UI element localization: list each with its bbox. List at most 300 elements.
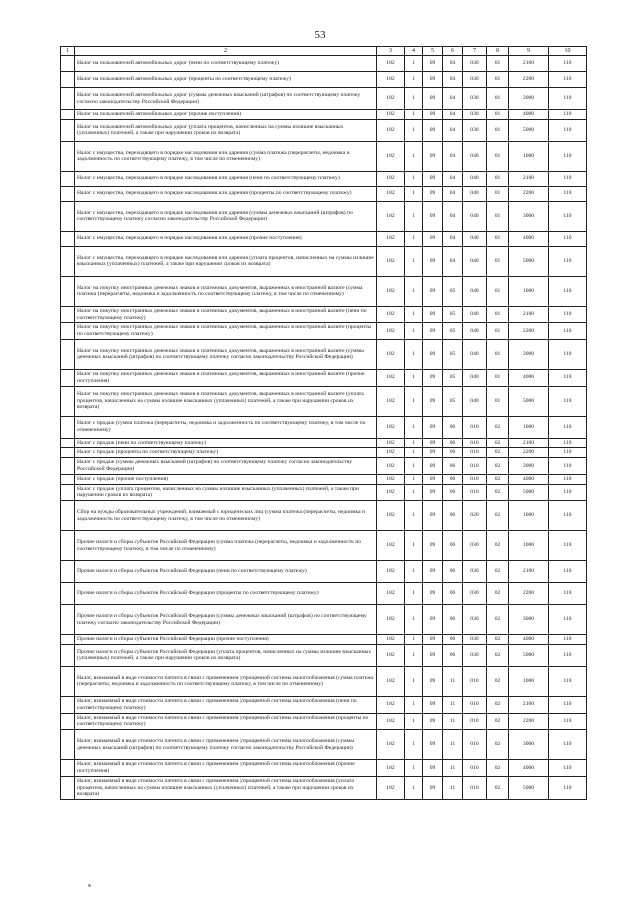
group-code-cell: 1 (405, 56, 423, 72)
program-code-cell: 5000 (509, 119, 549, 141)
article-code-cell: 11 (443, 713, 463, 730)
revenue-name-cell: Налог с продаж (суммы денежных взысканий (штрафов) по соответствующему платежу согласно законодательству Российской Федерации) (75, 458, 377, 475)
row-index-cell (61, 141, 75, 171)
revenue-name-cell: Налог, взимаемый в виде стоимости патента в связи с применением упрощенной системы налогообложения (сумма платежа (перерасчеты, недоимка и задолженность по соответствующему платежу, в том числе по отмененному) (75, 666, 377, 696)
element-code-cell: 01 (487, 231, 509, 246)
admin-code-cell: 182 (377, 696, 405, 713)
article-code-cell: 04 (443, 186, 463, 201)
classifier-code-cell: 110 (549, 246, 587, 276)
subgroup-code-cell: 09 (423, 339, 443, 369)
group-code-cell: 1 (405, 416, 423, 438)
row-index-cell (61, 666, 75, 696)
column-number: 8 (487, 47, 509, 56)
classifier-code-cell: 110 (549, 323, 587, 340)
revenue-name-cell: Прочие налоги и сборы субъектов Российской Федерации (прочие поступления) (75, 635, 377, 645)
article-code-cell: 04 (443, 72, 463, 88)
scan-dot (88, 884, 91, 887)
admin-code-cell: 182 (377, 339, 405, 369)
row-index-cell (61, 72, 75, 88)
row-index-cell (61, 119, 75, 141)
table-header-row (61, 47, 587, 56)
subarticle-code-cell: 030 (463, 72, 487, 88)
row-index-cell (61, 458, 75, 475)
group-code-cell: 1 (405, 531, 423, 561)
classifier-code-cell: 110 (549, 474, 587, 484)
classifier-code-cell: 110 (549, 88, 587, 110)
group-code-cell: 1 (405, 88, 423, 110)
program-code-cell: 4000 (509, 231, 549, 246)
admin-code-cell: 182 (377, 583, 405, 605)
admin-code-cell: 182 (377, 416, 405, 438)
classifier-code-cell: 110 (549, 484, 587, 501)
element-code-cell: 01 (487, 171, 509, 186)
element-code-cell: 01 (487, 72, 509, 88)
classifier-code-cell: 110 (549, 141, 587, 171)
table-row (61, 72, 587, 88)
program-code-cell: 4000 (509, 110, 549, 120)
classifier-code-cell: 110 (549, 696, 587, 713)
element-code-cell: 02 (487, 448, 509, 458)
group-code-cell: 1 (405, 201, 423, 231)
classifier-code-cell: 110 (549, 186, 587, 201)
subarticle-code-cell: 030 (463, 110, 487, 120)
article-code-cell: 06 (443, 474, 463, 484)
subarticle-code-cell: 010 (463, 416, 487, 438)
element-code-cell: 01 (487, 323, 509, 340)
subarticle-code-cell: 030 (463, 561, 487, 583)
admin-code-cell: 182 (377, 635, 405, 645)
admin-code-cell: 182 (377, 501, 405, 531)
table-row (61, 635, 587, 645)
element-code-cell: 02 (487, 696, 509, 713)
table-row (61, 416, 587, 438)
column-number: 7 (463, 47, 487, 56)
group-code-cell: 1 (405, 141, 423, 171)
element-code-cell: 01 (487, 276, 509, 306)
group-code-cell: 1 (405, 231, 423, 246)
table-row (61, 644, 587, 666)
revenue-name-cell: Налог на пользователей автомобильных дорог (проценты по соответствующему платежу) (75, 72, 377, 88)
revenue-name-cell: Налог на покупку иностранных денежных знаков и платежных документов, выраженных в иностранной валюте (пени по соответствующему платежу) (75, 306, 377, 323)
table-row (61, 110, 587, 120)
article-code-cell: 06 (443, 583, 463, 605)
subgroup-code-cell: 09 (423, 760, 443, 777)
table-row (61, 56, 587, 72)
subarticle-code-cell: 030 (463, 583, 487, 605)
subgroup-code-cell: 09 (423, 583, 443, 605)
subgroup-code-cell: 09 (423, 186, 443, 201)
table-row (61, 448, 587, 458)
table-row (61, 713, 587, 730)
subarticle-code-cell: 030 (463, 605, 487, 635)
element-code-cell: 01 (487, 369, 509, 386)
subarticle-code-cell: 010 (463, 484, 487, 501)
row-index-cell (61, 713, 75, 730)
row-index-cell (61, 171, 75, 186)
program-code-cell: 5000 (509, 246, 549, 276)
table-row (61, 369, 587, 386)
subarticle-code-cell: 040 (463, 369, 487, 386)
row-index-cell (61, 474, 75, 484)
row-index-cell (61, 339, 75, 369)
element-code-cell: 02 (487, 501, 509, 531)
article-code-cell: 05 (443, 386, 463, 416)
column-number: 2 (75, 47, 377, 56)
subgroup-code-cell: 09 (423, 231, 443, 246)
article-code-cell: 06 (443, 561, 463, 583)
table-row (61, 201, 587, 231)
article-code-cell: 04 (443, 201, 463, 231)
article-code-cell: 11 (443, 730, 463, 760)
revenue-name-cell: Налог с продаж (уплата процентов, начисленных на суммы излишне взысканных (уплаченных) платежей, а также при нарушении сроков их возврата) (75, 484, 377, 501)
subgroup-code-cell: 09 (423, 635, 443, 645)
element-code-cell: 02 (487, 760, 509, 777)
table-row (61, 438, 587, 448)
subarticle-code-cell: 030 (463, 635, 487, 645)
row-index-cell (61, 438, 75, 448)
classifier-code-cell: 110 (549, 666, 587, 696)
article-code-cell: 06 (443, 438, 463, 448)
subarticle-code-cell: 040 (463, 339, 487, 369)
table-body (61, 56, 587, 800)
row-index-cell (61, 776, 75, 799)
row-index-cell (61, 448, 75, 458)
element-code-cell: 01 (487, 201, 509, 231)
article-code-cell: 06 (443, 605, 463, 635)
element-code-cell: 01 (487, 119, 509, 141)
row-index-cell (61, 416, 75, 438)
group-code-cell: 1 (405, 776, 423, 799)
element-code-cell: 02 (487, 730, 509, 760)
row-index-cell (61, 760, 75, 777)
program-code-cell: 2100 (509, 438, 549, 448)
admin-code-cell: 182 (377, 713, 405, 730)
program-code-cell: 2200 (509, 186, 549, 201)
program-code-cell: 5000 (509, 644, 549, 666)
row-index-cell (61, 635, 75, 645)
article-code-cell: 06 (443, 644, 463, 666)
subgroup-code-cell: 09 (423, 323, 443, 340)
program-code-cell: 3000 (509, 730, 549, 760)
admin-code-cell: 182 (377, 231, 405, 246)
admin-code-cell: 182 (377, 88, 405, 110)
row-index-cell (61, 246, 75, 276)
classifier-code-cell: 110 (549, 201, 587, 231)
program-code-cell: 2100 (509, 696, 549, 713)
subgroup-code-cell: 09 (423, 56, 443, 72)
admin-code-cell: 182 (377, 458, 405, 475)
subgroup-code-cell: 09 (423, 276, 443, 306)
revenue-name-cell: Налог на покупку иностранных денежных знаков и платежных документов, выраженных в иностранной валюте (суммы денежных взысканий (штрафов) по соответствующему платежу согласно законодательству Российской Федерации) (75, 339, 377, 369)
subarticle-code-cell: 010 (463, 666, 487, 696)
subgroup-code-cell: 09 (423, 730, 443, 760)
row-index-cell (61, 276, 75, 306)
element-code-cell: 02 (487, 666, 509, 696)
revenue-name-cell: Налог на пользователей автомобильных дорог (уплата процентов, начисленных на суммы излишне взысканных (уплаченных) платежей, а также при нарушении сроков их возврата) (75, 119, 377, 141)
program-code-cell: 1000 (509, 416, 549, 438)
program-code-cell: 1000 (509, 276, 549, 306)
subgroup-code-cell: 09 (423, 776, 443, 799)
revenue-name-cell: Налог с имущества, переходящего в порядке наследования или дарения (прочие поступления) (75, 231, 377, 246)
classifier-code-cell: 110 (549, 72, 587, 88)
article-code-cell: 05 (443, 306, 463, 323)
revenue-name-cell: Налог, взимаемый в виде стоимости патента в связи с применением упрощенной системы налогообложения (проценты по соответствующему платежу) (75, 713, 377, 730)
program-code-cell: 2100 (509, 306, 549, 323)
revenue-name-cell: Налог с продаж (сумма платежа (перерасчеты, недоимка и задолженность по соответствующему платежу, в том числе по отмененному) (75, 416, 377, 438)
table-row (61, 306, 587, 323)
group-code-cell: 1 (405, 186, 423, 201)
subarticle-code-cell: 020 (463, 501, 487, 531)
program-code-cell: 4000 (509, 760, 549, 777)
classifier-code-cell: 110 (549, 644, 587, 666)
article-code-cell: 06 (443, 416, 463, 438)
group-code-cell: 1 (405, 339, 423, 369)
group-code-cell: 1 (405, 438, 423, 448)
table-row (61, 246, 587, 276)
program-code-cell: 3000 (509, 201, 549, 231)
table-row (61, 776, 587, 799)
program-code-cell: 2200 (509, 323, 549, 340)
group-code-cell: 1 (405, 760, 423, 777)
group-code-cell: 1 (405, 696, 423, 713)
subgroup-code-cell: 09 (423, 484, 443, 501)
article-code-cell: 06 (443, 635, 463, 645)
classifier-code-cell: 110 (549, 605, 587, 635)
classifier-code-cell: 110 (549, 448, 587, 458)
admin-code-cell: 182 (377, 448, 405, 458)
article-code-cell: 04 (443, 246, 463, 276)
group-code-cell: 1 (405, 635, 423, 645)
admin-code-cell: 182 (377, 386, 405, 416)
subarticle-code-cell: 010 (463, 458, 487, 475)
classifier-code-cell: 110 (549, 119, 587, 141)
classifier-code-cell: 110 (549, 561, 587, 583)
subgroup-code-cell: 09 (423, 713, 443, 730)
article-code-cell: 11 (443, 760, 463, 777)
article-code-cell: 04 (443, 119, 463, 141)
admin-code-cell: 182 (377, 141, 405, 171)
element-code-cell: 01 (487, 56, 509, 72)
revenue-name-cell: Прочие налоги и сборы субъектов Российской Федерации (пени по соответствующему платежу) (75, 561, 377, 583)
revenue-name-cell: Налог на покупку иностранных денежных знаков и платежных документов, выраженных в иностранной валюте (уплата процентов, начисленных на суммы излишне взысканных (уплаченных) платежей, а также при нарушении сроков их возврата) (75, 386, 377, 416)
admin-code-cell: 182 (377, 474, 405, 484)
group-code-cell: 1 (405, 386, 423, 416)
page-number: 53 (314, 29, 326, 41)
subgroup-code-cell: 09 (423, 474, 443, 484)
subgroup-code-cell: 09 (423, 88, 443, 110)
revenue-name-cell: Прочие налоги и сборы субъектов Российской Федерации (проценты по соответствующему платежу) (75, 583, 377, 605)
article-code-cell: 06 (443, 531, 463, 561)
subgroup-code-cell: 09 (423, 666, 443, 696)
admin-code-cell: 182 (377, 561, 405, 583)
subgroup-code-cell: 09 (423, 386, 443, 416)
subgroup-code-cell: 09 (423, 458, 443, 475)
revenue-name-cell: Налог на пользователей автомобильных дорог (суммы денежных взысканий (штрафов) по соответствующему платежу согласно законодательству Российской Федерации) (75, 88, 377, 110)
group-code-cell: 1 (405, 306, 423, 323)
group-code-cell: 1 (405, 369, 423, 386)
subgroup-code-cell: 09 (423, 119, 443, 141)
group-code-cell: 1 (405, 458, 423, 475)
program-code-cell: 4000 (509, 635, 549, 645)
group-code-cell: 1 (405, 713, 423, 730)
article-code-cell: 04 (443, 56, 463, 72)
subarticle-code-cell: 030 (463, 88, 487, 110)
table-row (61, 605, 587, 635)
admin-code-cell: 182 (377, 323, 405, 340)
element-code-cell: 01 (487, 186, 509, 201)
column-number: 3 (377, 47, 405, 56)
group-code-cell: 1 (405, 501, 423, 531)
classifier-code-cell: 110 (549, 730, 587, 760)
admin-code-cell: 182 (377, 484, 405, 501)
table-row (61, 730, 587, 760)
subgroup-code-cell: 09 (423, 201, 443, 231)
classifier-code-cell: 110 (549, 531, 587, 561)
subarticle-code-cell: 030 (463, 119, 487, 141)
element-code-cell: 01 (487, 386, 509, 416)
revenue-name-cell: Налог с продаж (прочие поступления) (75, 474, 377, 484)
admin-code-cell: 182 (377, 276, 405, 306)
row-index-cell (61, 644, 75, 666)
element-code-cell: 02 (487, 583, 509, 605)
subarticle-code-cell: 040 (463, 276, 487, 306)
row-index-cell (61, 583, 75, 605)
admin-code-cell: 182 (377, 730, 405, 760)
classifier-code-cell: 110 (549, 501, 587, 531)
article-code-cell: 06 (443, 448, 463, 458)
classifier-code-cell: 110 (549, 369, 587, 386)
subarticle-code-cell: 010 (463, 776, 487, 799)
article-code-cell: 04 (443, 231, 463, 246)
row-index-cell (61, 186, 75, 201)
subgroup-code-cell: 09 (423, 416, 443, 438)
table-row (61, 696, 587, 713)
table-row (61, 386, 587, 416)
revenue-name-cell: Налог, взимаемый в виде стоимости патента в связи с применением упрощенной системы налогообложения (пени по соответствующему платежу) (75, 696, 377, 713)
program-code-cell: 1000 (509, 141, 549, 171)
table-row (61, 119, 587, 141)
classifier-code-cell: 110 (549, 416, 587, 438)
classifier-code-cell: 110 (549, 583, 587, 605)
table-row (61, 339, 587, 369)
article-code-cell: 05 (443, 369, 463, 386)
program-code-cell: 3000 (509, 88, 549, 110)
article-code-cell: 05 (443, 276, 463, 306)
table-row (61, 186, 587, 201)
subarticle-code-cell: 010 (463, 696, 487, 713)
row-index-cell (61, 88, 75, 110)
row-index-cell (61, 306, 75, 323)
admin-code-cell: 182 (377, 72, 405, 88)
admin-code-cell: 182 (377, 438, 405, 448)
element-code-cell: 02 (487, 776, 509, 799)
classifier-code-cell: 110 (549, 171, 587, 186)
revenue-name-cell: Налог с имущества, переходящего в порядке наследования или дарения (сумма платежа (перерасчеты, недоимка и задолженность по соответствующему платежу, в том числе по отмененному) (75, 141, 377, 171)
revenue-name-cell: Налог с продаж (пени по соответствующему платежу) (75, 438, 377, 448)
revenue-name-cell: Налог на покупку иностранных денежных знаков и платежных документов, выраженных в иностранной валюте (сумма платежа (перерасчеты, недоимка и задолженность по соответствующему платежу, в том числе по отмененному) (75, 276, 377, 306)
group-code-cell: 1 (405, 730, 423, 760)
subgroup-code-cell: 09 (423, 605, 443, 635)
element-code-cell: 02 (487, 605, 509, 635)
group-code-cell: 1 (405, 474, 423, 484)
admin-code-cell: 182 (377, 605, 405, 635)
admin-code-cell: 182 (377, 171, 405, 186)
row-index-cell (61, 231, 75, 246)
program-code-cell: 5000 (509, 776, 549, 799)
subgroup-code-cell: 09 (423, 644, 443, 666)
program-code-cell: 2200 (509, 583, 549, 605)
article-code-cell: 05 (443, 323, 463, 340)
program-code-cell: 2200 (509, 448, 549, 458)
subgroup-code-cell: 09 (423, 110, 443, 120)
element-code-cell: 02 (487, 561, 509, 583)
row-index-cell (61, 56, 75, 72)
table-row (61, 141, 587, 171)
column-number: 4 (405, 47, 423, 56)
revenue-name-cell: Налог с имущества, переходящего в порядке наследования или дарения (пени по соответствующему платежу) (75, 171, 377, 186)
element-code-cell: 02 (487, 713, 509, 730)
table-row (61, 531, 587, 561)
table-row (61, 171, 587, 186)
revenue-name-cell: Налог, взимаемый в виде стоимости патента в связи с применением упрощенной системы налогообложения (суммы денежных взысканий (штрафов) по соответствующему платежу согласно законодательству Российской Федерации) (75, 730, 377, 760)
article-code-cell: 04 (443, 88, 463, 110)
program-code-cell: 2200 (509, 72, 549, 88)
classifier-code-cell: 110 (549, 339, 587, 369)
revenue-name-cell: Налог на покупку иностранных денежных знаков и платежных документов, выраженных в иностранной валюте (проценты по соответствующему платежу) (75, 323, 377, 340)
program-code-cell: 1000 (509, 501, 549, 531)
classifier-code-cell: 110 (549, 276, 587, 306)
table-row (61, 484, 587, 501)
subarticle-code-cell: 010 (463, 730, 487, 760)
revenue-name-cell: Налог с имущества, переходящего в порядке наследования или дарения (суммы денежных взысканий (штрафов) по соответствующему платежу согласно законодательству Российской Федерации) (75, 201, 377, 231)
classifier-code-cell: 110 (549, 776, 587, 799)
element-code-cell: 02 (487, 458, 509, 475)
article-code-cell: 11 (443, 666, 463, 696)
subarticle-code-cell: 040 (463, 231, 487, 246)
admin-code-cell: 182 (377, 119, 405, 141)
group-code-cell: 1 (405, 72, 423, 88)
program-code-cell: 4000 (509, 369, 549, 386)
program-code-cell: 1000 (509, 531, 549, 561)
subgroup-code-cell: 09 (423, 246, 443, 276)
table-row (61, 88, 587, 110)
program-code-cell: 2200 (509, 713, 549, 730)
classifier-code-cell: 110 (549, 306, 587, 323)
admin-code-cell: 182 (377, 776, 405, 799)
group-code-cell: 1 (405, 583, 423, 605)
program-code-cell: 2100 (509, 561, 549, 583)
article-code-cell: 06 (443, 458, 463, 475)
subgroup-code-cell: 09 (423, 438, 443, 448)
group-code-cell: 1 (405, 323, 423, 340)
budget-codes-table (60, 46, 587, 800)
subarticle-code-cell: 010 (463, 438, 487, 448)
program-code-cell: 5000 (509, 386, 549, 416)
element-code-cell: 01 (487, 141, 509, 171)
element-code-cell: 01 (487, 246, 509, 276)
article-code-cell: 04 (443, 171, 463, 186)
program-code-cell: 2100 (509, 56, 549, 72)
subarticle-code-cell: 040 (463, 141, 487, 171)
subarticle-code-cell: 010 (463, 760, 487, 777)
classifier-code-cell: 110 (549, 231, 587, 246)
revenue-name-cell: Налог на покупку иностранных денежных знаков и платежных документов, выраженных в иностранной валюте (прочие поступления) (75, 369, 377, 386)
group-code-cell: 1 (405, 246, 423, 276)
element-code-cell: 01 (487, 88, 509, 110)
program-code-cell: 3000 (509, 458, 549, 475)
table-row (61, 760, 587, 777)
revenue-name-cell: Прочие налоги и сборы субъектов Российской Федерации (сумма платежа (перерасчеты, недоимка и задолженность по соответствующему платежу, в том числе по отмененному) (75, 531, 377, 561)
